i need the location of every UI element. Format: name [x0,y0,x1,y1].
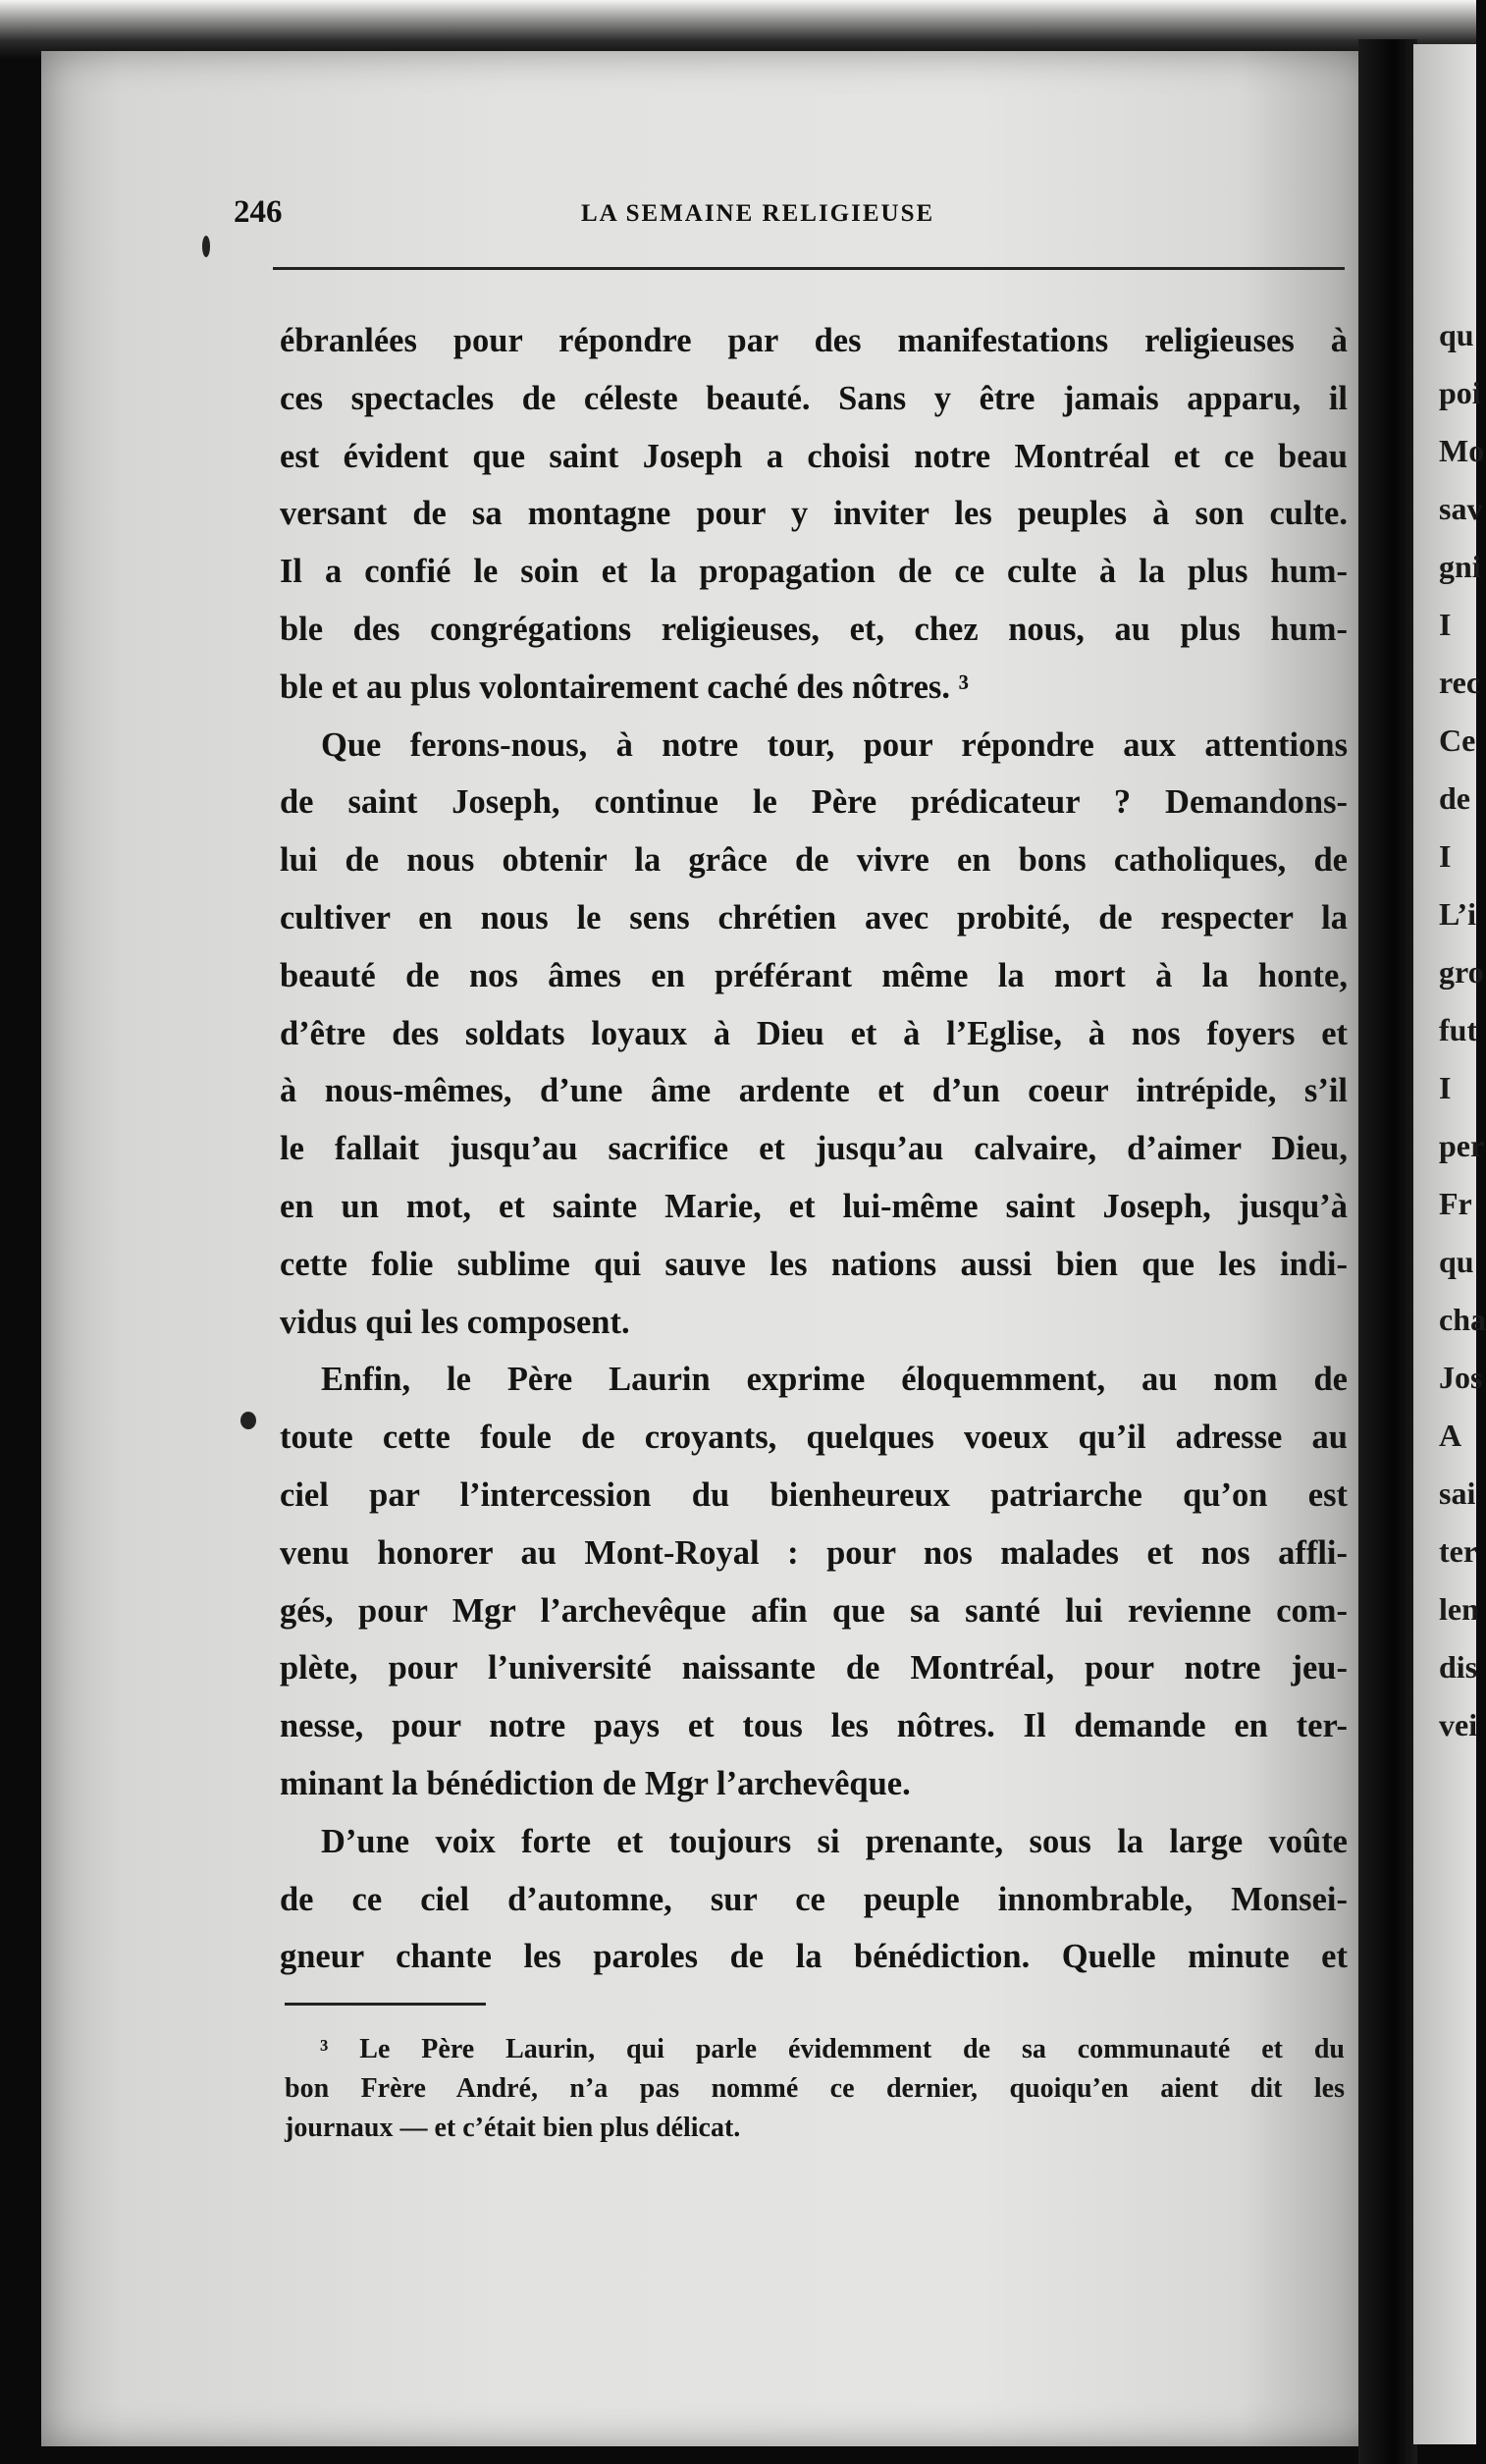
footnote [285,2030,1345,2148]
text-line: gneur chante les paroles de la bénédiction. Quelle minute et [280,1938,1348,1976]
adjacent-fragment: I [1439,1070,1452,1105]
adjacent-page-edge [1413,44,1486,2444]
text-line: Il a confié le soin et la propagation de ce culte à la plus hum- [280,553,1348,591]
text-line: nesse, pour notre pays et tous les nôtres. Il demande en ter- [280,1707,1348,1745]
text-line: cette folie sublime qui sauve les nations aussi bien que les indi- [280,1245,1348,1283]
header-rule [273,267,1345,270]
text-line: ble et au plus volontairement caché des nôtres. ³ [280,668,969,706]
text-line: toute cette foule de croyants, quelques voeux qu’il adresse au [280,1419,1348,1457]
text-line: minant la bénédiction de Mgr l’archevêque. [280,1764,911,1802]
adjacent-fragment: vei [1439,1707,1478,1742]
adjacent-fragment: qu [1439,317,1474,352]
body-text [280,312,1348,1986]
text-line: ces spectacles de céleste beauté. Sans y être jamais apparu, il [280,379,1348,417]
text-line: en un mot, et sainte Marie, et lui-même saint Joseph, jusqu’à [280,1187,1348,1225]
text-line: venu honorer au Mont-Royal : pour nos malades et nos affli- [280,1533,1348,1572]
text-line: à nous-mêmes, d’une âme ardente et d’un coeur intrépide, s’il [280,1072,1348,1110]
adjacent-fragment: gro [1439,954,1484,990]
footnote-line: ³ Le Père Laurin, qui parle évidemment de sa communauté et du [320,2034,1345,2064]
adjacent-fragment: Jos [1439,1360,1483,1395]
footnote-line: journaux — et c’était bien plus délicat. [285,2113,741,2143]
running-header [234,194,1333,243]
text-line: beauté de nos âmes en préférant même la mort à la honte, [280,956,1348,994]
text-line: ébranlées pour répondre par des manifestations religieuses à [280,322,1348,359]
adjacent-fragment: fut [1439,1012,1478,1047]
text-line: ciel par l’intercession du bienheureux patriarche qu’on est [280,1475,1348,1514]
adjacent-fragment: Fr [1439,1186,1472,1221]
adjacent-fragment: per [1439,1128,1485,1163]
text-line: est évident que saint Joseph a choisi notre Montréal et ce beau [280,437,1348,475]
text-line: plète, pour l’université naissante de Montréal, pour notre jeu- [280,1649,1348,1687]
adjacent-fragment: poi [1439,375,1481,410]
adjacent-fragment: A [1439,1418,1462,1453]
footnote-rule [285,2003,486,2006]
text-line: gés, pour Mgr l’archevêque afin que sa santé lui revienne com- [280,1591,1348,1630]
text-line: lui de nous obtenir la grâce de vivre en bons catholiques, de [280,841,1348,880]
adjacent-fragment: L’i [1439,896,1476,932]
text-line: vidus qui les composent. [280,1303,630,1341]
text-line: ble des congrégations religieuses, et, chez nous, au plus hum- [280,610,1348,648]
footnote-line: bon Frère André, n’a pas nommé ce dernier, quoiqu’en aient dit les [285,2073,1345,2104]
adjacent-fragment: Ce [1439,723,1476,758]
book-gutter [1358,39,1417,2464]
text-line: cultiver en nous le sens chrétien avec probité, de respecter la [280,898,1348,937]
text-line: d’être des soldats loyaux à Dieu et à l’Eglise, à nos foyers et [280,1014,1348,1052]
text-line: D’une voix forte et toujours si prenante, sous la large voûte [321,1822,1348,1860]
adjacent-fragment: I [1439,607,1452,642]
text-line: le fallait jusqu’au sacrifice et jusqu’au calvaire, d’aimer Dieu, [280,1130,1348,1168]
adjacent-fragment: len [1439,1591,1479,1627]
text-line: de ce ciel d’automne, sur ce peuple innombrable, Monsei- [280,1880,1348,1918]
page-number: 246 [234,194,283,230]
ink-smudge [202,236,210,257]
adjacent-fragment: Mo [1439,433,1485,468]
adjacent-fragment: gni [1439,549,1481,584]
adjacent-fragment: sav [1439,491,1483,526]
adjacent-fragment: I [1439,838,1452,874]
ink-smudge [240,1412,256,1429]
text-line: Que ferons-nous, à notre tour, pour répondre aux attentions [321,725,1348,764]
scan-border [0,0,1476,59]
adjacent-fragment: ter [1439,1533,1478,1569]
adjacent-fragment: sai [1439,1475,1476,1511]
adjacent-fragment: de [1439,780,1470,816]
text-line: versant de sa montagne pour y inviter les peuples à son culte. [280,495,1348,533]
text-line: de saint Joseph, continue le Père prédicateur ? Demandons- [280,783,1348,822]
text-line: Enfin, le Père Laurin exprime éloquemment, au nom de [321,1361,1348,1399]
adjacent-fragment: cha [1439,1302,1486,1337]
adjacent-fragment: rec [1439,665,1481,700]
running-title: LA SEMAINE RELIGIEUSE [581,200,935,227]
adjacent-fragment: dis [1439,1649,1478,1685]
adjacent-fragment: qu [1439,1244,1474,1279]
